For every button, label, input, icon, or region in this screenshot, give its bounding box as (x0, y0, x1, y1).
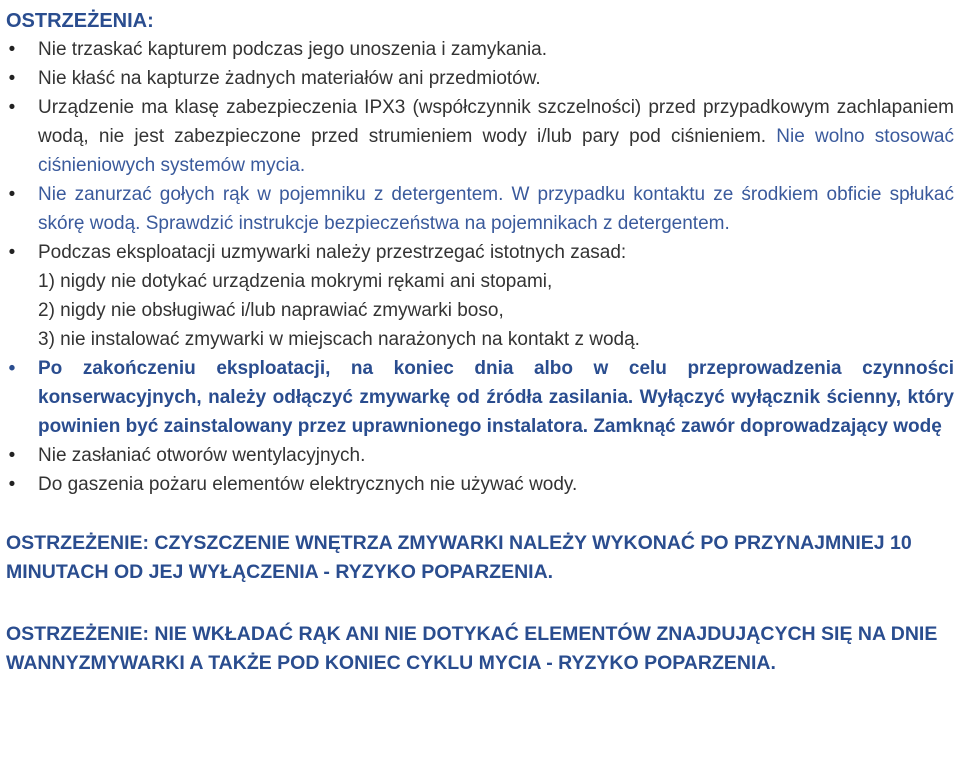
list-item-ipx3 (6, 93, 954, 180)
list-item-text: Nie zasłaniać otworów wentylacyjnych. (38, 445, 366, 466)
rule-line-1: 1) nigdy nie dotykać urządzenia mokrymi rękami ani stopami, (38, 271, 553, 292)
bullet-icon: • (8, 445, 16, 466)
bullet-icon: • (8, 474, 16, 495)
warnings-heading: OSTRZEŻENIA: (6, 10, 154, 32)
list-item-text: Po zakończeniu eksploatacji, na koniec dnia albo w celu przeprowadzenia czynności konserwacyjnych, należy odłączyć zmywarkę od źródła zasilania. Wyłączyć wyłącznik ścienny, który powinien być zainstalowany przez uprawnionego instalatora. (38, 358, 954, 437)
list-item-hood-slam (6, 35, 954, 64)
warning-do-not-touch: OSTRZEŻENIE: NIE WKŁADAĆ RĄK ANI NIE DOTYKAĆ ELEMENTÓW ZNAJDUJĄCYCH SIĘ NA DNIE WANNYZMYWARKI A TAKŻE POD KONIEC CYKLU MYCIA - RYZYKO POPARZENIA. (6, 623, 938, 674)
warning-cleaning: OSTRZEŻENIE: CZYSZCZENIE WNĘTRZA ZMYWARKI NALEŻY WYKONAĆ PO PRZYNAJMNIEJ 10 MINUTACH OD JEJ WYŁĄCZENIA - RYZYKO POPARZENIA. (6, 532, 912, 583)
list-item-text: Do gaszenia pożaru elementów elektrycznych nie używać wody. (38, 474, 578, 495)
list-item-power-off (6, 354, 954, 441)
rule-line-2: 2) nigdy nie obsługiwać i/lub naprawiać zmywarki boso, (38, 300, 504, 321)
list-item-fire (6, 470, 954, 499)
list-item-text: Nie trzaskać kapturem podczas jego unoszenia i zamykania. (38, 39, 548, 60)
list-item-hood-objects (6, 64, 954, 93)
list-item-text: Urządzenie ma klasę zabezpieczenia IPX3 (współczynnik szczelności) przed przypadkowym zachlapaniem wodą, nie jest zabezpieczone przed strumieniem wody i/lub pary pod ciśnieniem. (38, 97, 954, 147)
list-item-text-highlight: W przypadku kontaktu ze środkiem obficie spłukać skórę wodą. Sprawdzić instrukcje bezpieczeństwa na pojemnikach z detergentem. (38, 184, 954, 234)
bullet-icon: • (8, 97, 16, 118)
list-item-text: Nie kłaść na kapturze żadnych materiałów ani przedmiotów. (38, 68, 541, 89)
bullet-icon: • (8, 358, 16, 379)
bullet-icon: • (8, 39, 16, 60)
bullet-icon: • (8, 242, 16, 263)
list-item-text: Podczas eksploatacji uzmywarki należy przestrzegać istotnych zasad: (38, 242, 627, 263)
bullet-icon: • (8, 68, 16, 89)
list-item-text-highlight: Nie wolno stosować ciśnieniowych systemów mycia. (38, 126, 954, 176)
bullet-icon: • (8, 184, 16, 205)
list-item-text: Nie zanurzać gołych rąk w pojemniku z detergentem. (38, 184, 504, 205)
list-item-operation-rules (6, 238, 954, 354)
list-item-vents (6, 441, 954, 470)
list-item-detergent (6, 180, 954, 238)
rule-line-3: 3) nie instalować zmywarki w miejscach narażonych na kontakt z wodą. (38, 329, 640, 350)
list-item-text-highlight: Zamknąć zawór doprowadzający wodę (593, 416, 942, 437)
warnings-list (6, 35, 954, 499)
